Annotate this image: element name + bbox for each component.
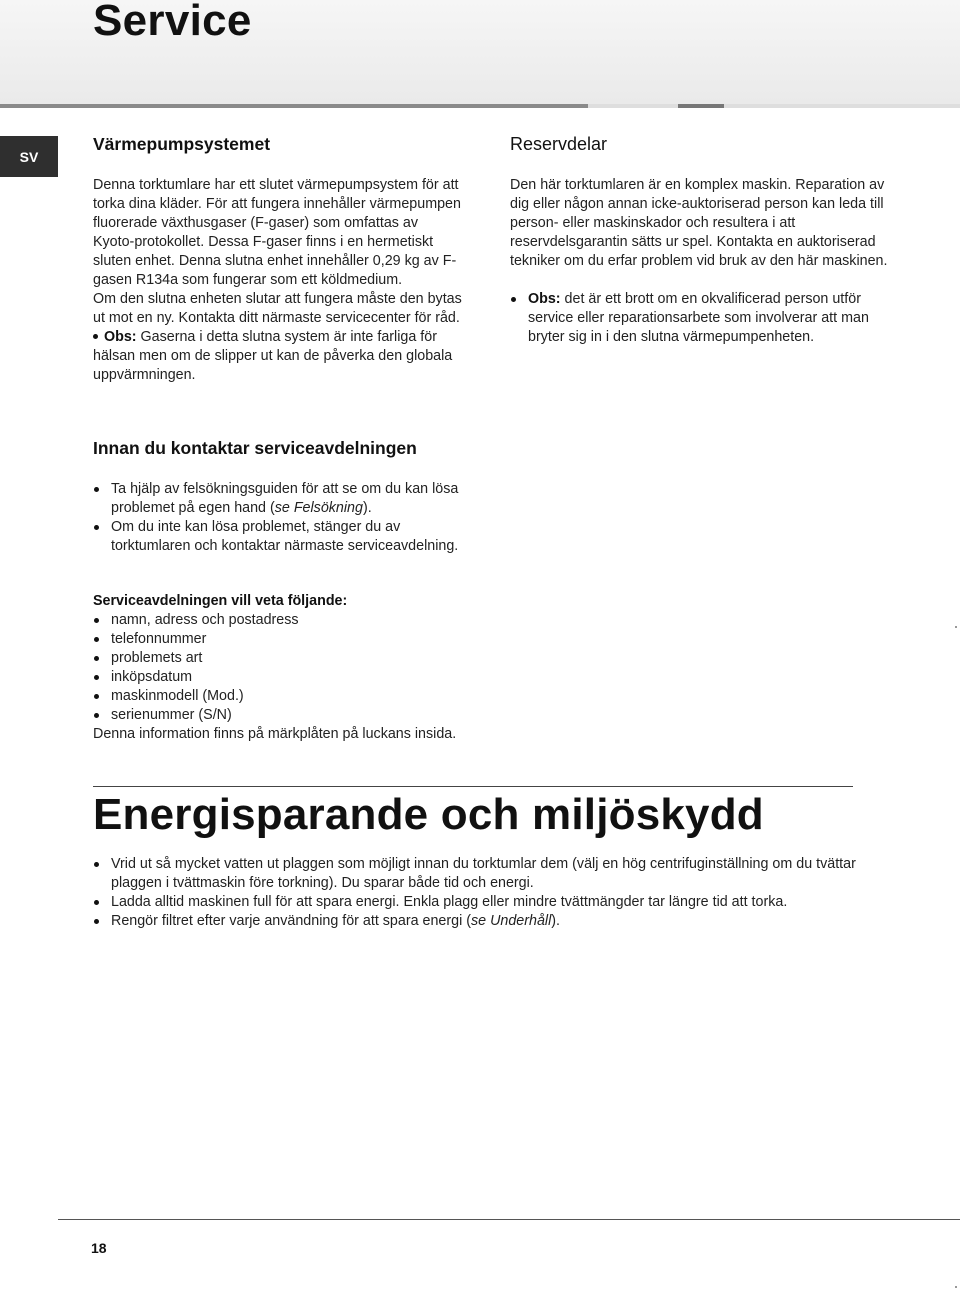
spare-parts-note-list bbox=[510, 290, 890, 347]
footer-rule bbox=[58, 1219, 960, 1220]
cross-reference: se Felsökning bbox=[274, 500, 363, 516]
heat-pump-replacement-paragraph: Om den slutna enheten slutar att fungera måste den bytas ut mot en ny. Kontakta ditt närmaste servicecenter för råd. bbox=[93, 291, 462, 326]
note-label: Obs: bbox=[528, 291, 561, 307]
cross-reference: se Underhåll bbox=[471, 913, 552, 929]
service-info-list bbox=[93, 611, 473, 725]
service-info-footer: Denna information finns på märkplåten på luckans insida. bbox=[93, 726, 457, 742]
list-item-text: Ta hjälp av felsökningsguiden för att se om du kan lösa problemet på egen hand ( bbox=[111, 481, 459, 516]
heat-pump-section bbox=[93, 132, 463, 385]
section-divider bbox=[93, 786, 853, 787]
spare-parts-heading: Reservdelar bbox=[510, 134, 608, 154]
heat-pump-note bbox=[93, 328, 463, 385]
header-rule-light bbox=[588, 104, 678, 108]
heat-pump-heading: Värmepumpsystemet bbox=[93, 134, 271, 154]
bullet-icon bbox=[93, 334, 98, 339]
list-item: Vrid ut så mycket vatten ut plaggen som möjligt innan du torktumlar dem (välj en hög centrifuginställning om du tvättar plaggen i tvättmaskin före torkning). Du sparar både tid och energi. bbox=[93, 855, 873, 893]
list-item: inköpsdatum bbox=[93, 668, 473, 687]
list-item bbox=[93, 912, 873, 931]
heat-pump-paragraph: Denna torktumlare har ett slutet värmepumpsystem för att torka dina kläder. För att fungera innehåller värmepumpen fluorerade växthusgaser (F-gaser) som omfattas av Kyoto-protokollet. Dessa F-gaser finns i en hermetiskt sluten enhet. Denna slutna enhet innehåller 0,29 kg av F-gasen R134a som fungerar som ett köldmedium. bbox=[93, 177, 461, 288]
scan-mark bbox=[955, 1286, 957, 1288]
header-rule-light-end bbox=[724, 104, 960, 108]
note-text: Gaserna i detta slutna system är inte farliga för hälsan men om de slipper ut kan de påverka den globala uppvärmningen. bbox=[93, 329, 453, 383]
spare-parts-paragraph: Den här torktumlaren är en komplex maskin. Reparation av dig eller någon annan icke-auktoriserad person kan leda till person- eller maskinskador och resultera i att reservdelsgarantin sätts ur spel. Kontakta en auktoriserad tekniker om du erfar problem vid bruk av den här maskinen. bbox=[510, 177, 888, 269]
list-item: namn, adress och postadress bbox=[93, 611, 473, 630]
list-item-text: ). bbox=[551, 913, 561, 929]
spare-parts-note bbox=[510, 290, 890, 347]
energy-list bbox=[93, 855, 873, 931]
list-item-text: Rengör filtret efter varje användning för att spara energi ( bbox=[111, 913, 471, 929]
service-info-lead: Serviceavdelningen vill veta följande: bbox=[93, 593, 348, 609]
page-number: 18 bbox=[91, 1240, 107, 1256]
list-item: problemets art bbox=[93, 649, 473, 668]
spare-parts-section bbox=[510, 132, 890, 347]
list-item: Om du inte kan lösa problemet, stänger du av torktumlaren och kontaktar närmaste serviceavdelning. bbox=[93, 518, 473, 556]
before-contact-section bbox=[93, 436, 473, 556]
energy-title: Energisparande och miljöskydd bbox=[93, 790, 764, 839]
list-item: serienummer (S/N) bbox=[93, 706, 473, 725]
list-item: telefonnummer bbox=[93, 630, 473, 649]
note-text: det är ett brott om en okvalificerad person utför service eller reparationsarbete som involverar att man bryter sig in i den slutna värmepumpenheten. bbox=[528, 291, 869, 345]
header-rule-accent bbox=[678, 104, 724, 108]
list-item: maskinmodell (Mod.) bbox=[93, 687, 473, 706]
language-tab: SV bbox=[0, 136, 58, 177]
scan-mark bbox=[955, 626, 957, 628]
before-contact-heading: Innan du kontaktar serviceavdelningen bbox=[93, 438, 417, 458]
note-label: Obs: bbox=[104, 329, 137, 345]
header-rule bbox=[0, 104, 588, 108]
list-item-text: ). bbox=[362, 500, 372, 516]
service-info-section bbox=[93, 592, 473, 744]
list-item bbox=[93, 480, 473, 518]
before-contact-list bbox=[93, 480, 473, 556]
list-item: Ladda alltid maskinen full för att spara energi. Enkla plagg eller mindre tvättmängder tar längre tid att torka. bbox=[93, 893, 873, 912]
page-title: Service bbox=[93, 0, 252, 45]
